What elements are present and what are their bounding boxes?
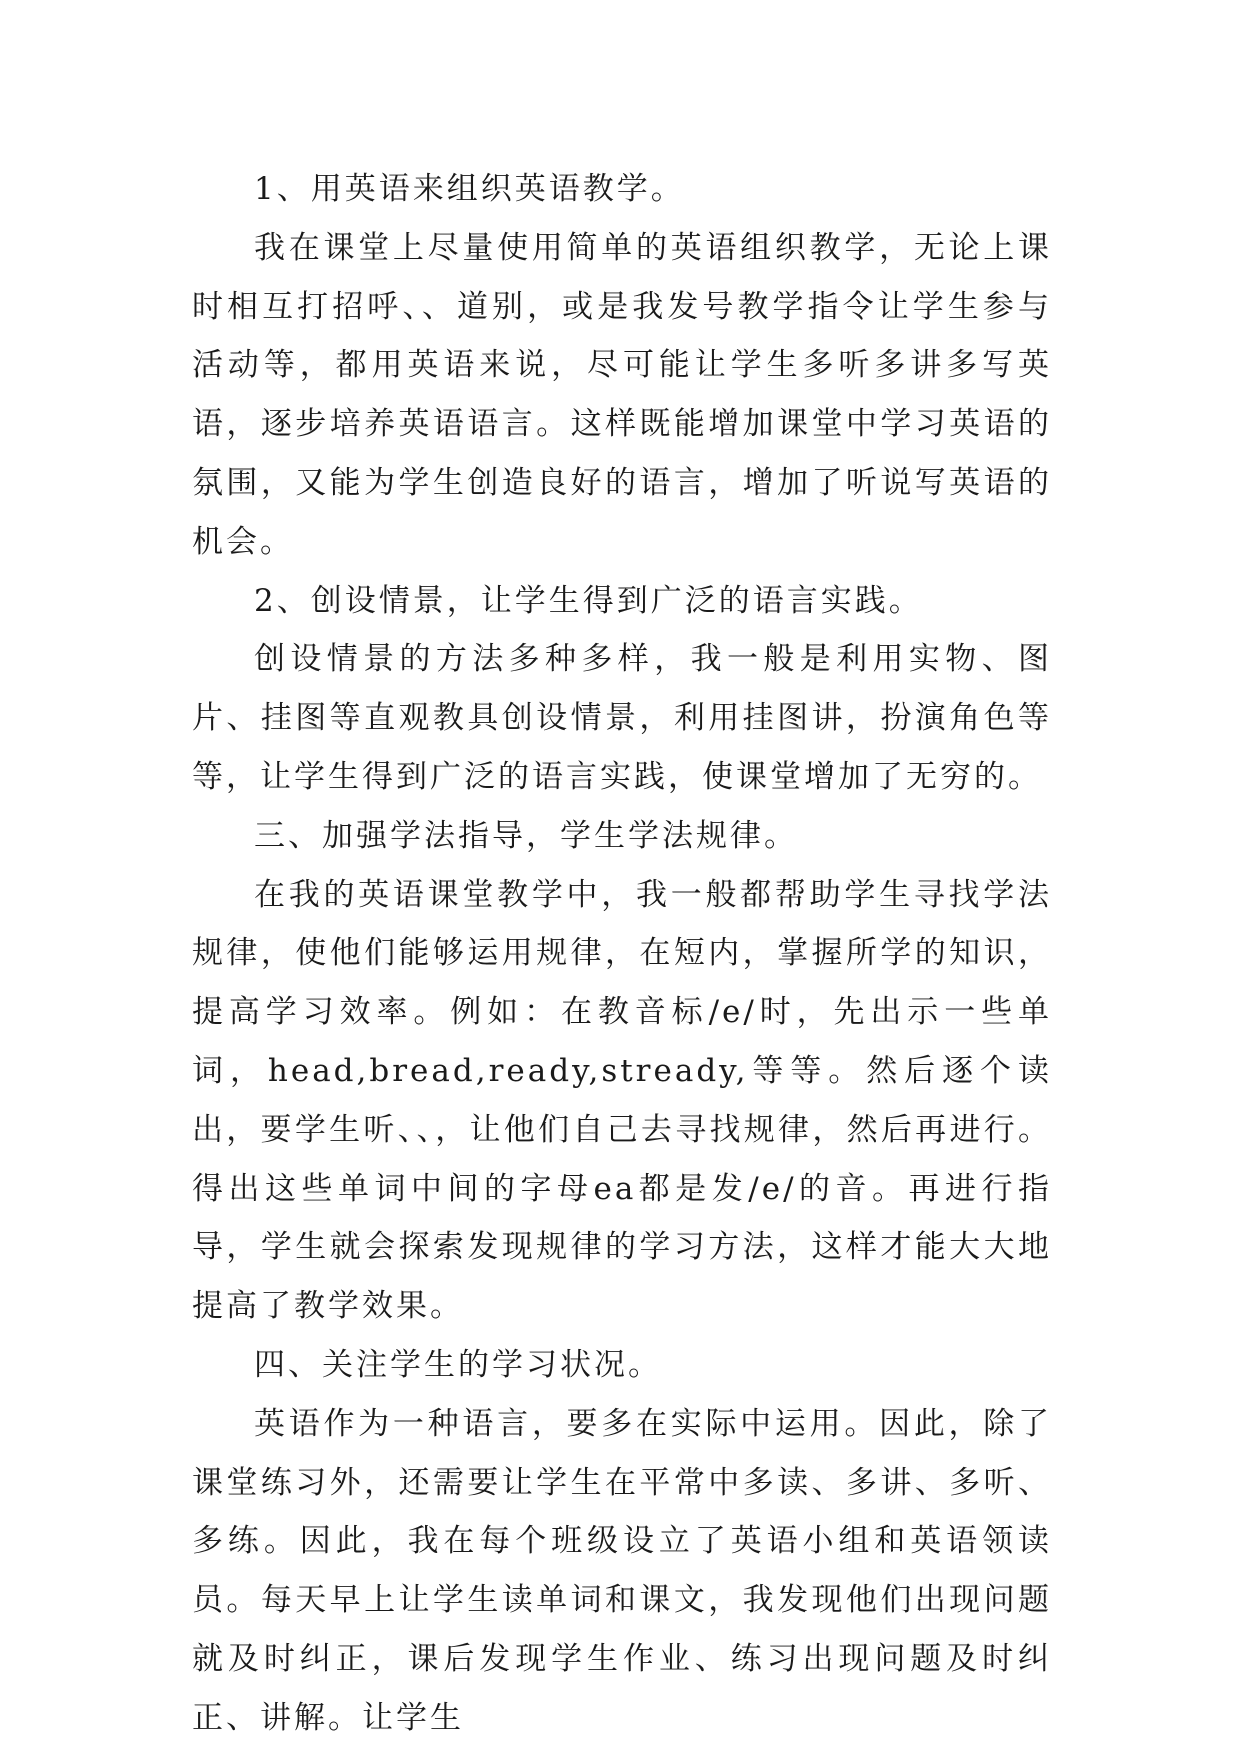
section-heading-4: 四、关注学生的学习状况。 <box>254 1346 662 1383</box>
paragraph-2: 创设情景的方法多种多样，我一般是利用实物、图片、挂图等直观教具创设情景，利用挂图讲，扮演角色等等，让学生得到广泛的语言实践，使课堂增加了无穷的。 <box>192 641 1052 795</box>
document-body <box>192 160 1052 1748</box>
paragraph-4: 英语作为一种语言，要多在实际中运用。因此，除了课堂练习外，还需要让学生在平常中多读、多讲、多听、多练。因此，我在每个班级设立了英语小组和英语领读员。每天早上让学生读单词和课文，我发现他们出现问题就及时纠正，课后发现学生作业、练习出现问题及时纠正、讲解。让学生 <box>192 1405 1052 1736</box>
section-heading-1: 1、用英语来组织英语教学。 <box>254 171 685 207</box>
section-heading-3: 三、加强学法指导，学生学法规律。 <box>254 817 798 854</box>
section-heading-2: 2、创设情景，让学生得到广泛的语言实践。 <box>254 582 923 619</box>
paragraph-1: 我在课堂上尽量使用简单的英语组织教学，无论上课时相互打招呼、、道别，或是我发号教学指令让学生参与活动等，都用英语来说，尽可能让学生多听多讲多写英语，逐步培养英语语言。这样既能增加课堂中学习英语的氛围，又能为学生创造良好的语言，增加了听说写英语的机会。 <box>192 229 1052 560</box>
paragraph-3: 在我的英语课堂教学中，我一般都帮助学生寻找学法规律，使他们能够运用规律，在短内，掌握所学的知识，提高学习效率。例如：在教音标/e/时，先出示一些单词，head,bread,ready,stready,等等。然后逐个读出，要学生听、、，让他们自己去寻找规律，然后再进行。得出这些单词中间的字母ea都是发/e/的音。再进行指导，学生就会探索发现规律的学习方法，这样才能大大地提高了教学效果。 <box>192 876 1052 1325</box>
